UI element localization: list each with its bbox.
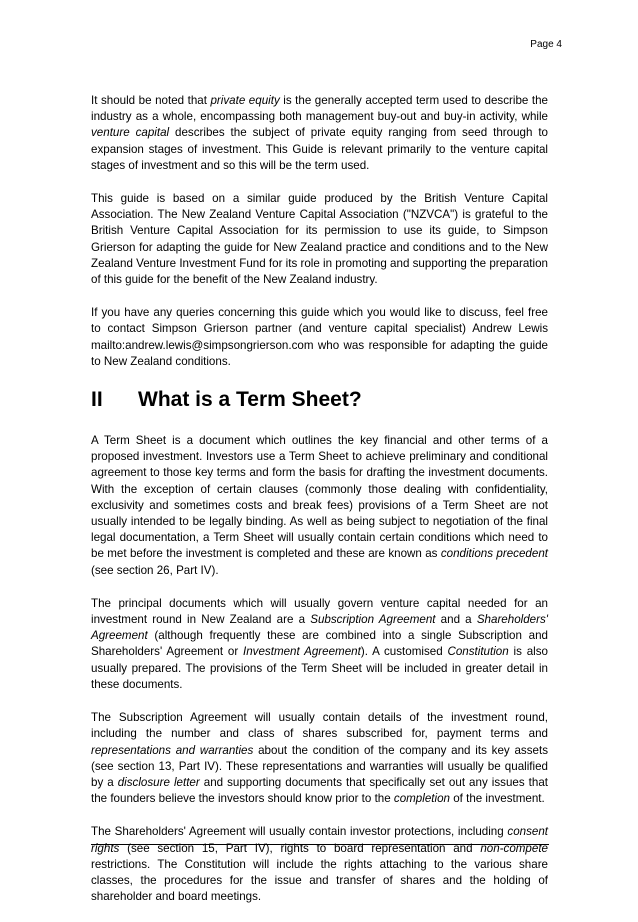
page-content <box>91 93 548 922</box>
italic-term: Shareholders' Agreement <box>91 613 548 643</box>
italic-term: Investment Agreement <box>243 645 361 659</box>
text-run: and a <box>435 613 477 627</box>
text-run: ). A customised <box>360 645 448 659</box>
text-run: (although frequently these are combined into a single Subscription and Shareholders' Agreement or <box>91 629 548 659</box>
italic-term: Subscription Agreement <box>310 613 436 627</box>
italic-term: private equity <box>210 94 280 107</box>
italic-term: consent rights <box>91 825 548 855</box>
text-run: This guide is based on a similar guide produced by the British Venture Capital Association. The New Zealand Venture Capital Association ("NZVCA") is grateful to the British Venture Capital Association for its permission to use its guide, to Simpson Grierson for adapting the guide for New Zealand practice and conditions and to the New Zealand Venture Investment Fund for its role in promoting and supporting the preparation of this guide for the benefit of the New Zealand industry. <box>91 192 548 287</box>
page-number: Page 4 <box>530 39 562 50</box>
text-run: restrictions. The Constitution will include the rights attaching to the various share classes, the procedures for the issue and transfer of shares and the holding of shareholder and board meetings. <box>91 857 548 904</box>
text-run: The Shareholders' Agreement will usually contain investor protections, including <box>91 825 508 839</box>
section-title: What is a Term Sheet? <box>138 388 362 412</box>
text-run: (see section 15, Part IV), rights to board representation and <box>119 841 481 855</box>
text-run: A Term Sheet is a document which outlines the key financial and other terms of a proposed investment. Investors use a Term Sheet to achieve preliminary and conditional agreement to those key terms and form the basis for drafting the investment documents. With the exception of certain clauses (commonly those dealing with confidentiality, exclusivity and sometimes costs and break fees) provisions of a Term Sheet are not usually intended to be legally binding. As well as being subject to negotiation of the final legal documentation, a Term Sheet will usually contain certain conditions which need to be met before the investment is completed and these are known as <box>91 434 548 561</box>
text-run: It should be noted that <box>91 94 211 107</box>
body-paragraph <box>91 305 548 370</box>
italic-term: disclosure letter <box>117 775 200 789</box>
body-paragraph <box>91 824 548 905</box>
section-number: II <box>91 388 103 412</box>
section-heading <box>91 387 548 413</box>
text-run: The Subscription Agreement will usually contain details of the investment round, including the number and class of shares subscribed for, payment terms and <box>91 711 548 741</box>
text-run: (see section 26, Part IV). <box>91 563 219 577</box>
italic-term: venture capital <box>91 126 170 140</box>
italic-term: completion <box>393 792 450 806</box>
section-paragraphs <box>91 433 548 905</box>
body-paragraph <box>91 93 548 174</box>
intro-paragraphs <box>91 93 548 370</box>
italic-term: representations and warranties <box>91 743 254 757</box>
text-run: describes the subject of private equity ranging from seed through to expansion stages of investment. This Guide is relevant primarily to the venture capital stages of investment and so this will be the term used. <box>91 126 549 172</box>
text-run: If you have any queries concerning this guide which you would like to discuss, feel free to contact Simpson Grierson partner (and venture capital specialist) Andrew Lewis mailto:andrew.lewis@simpsongrierson.com who was responsible for adapting the guide to New Zealand conditions. <box>91 306 548 368</box>
text-run: is the generally accepted term used to describe the industry as a whole, encompassing both management buy-out and buy-in activity, while <box>91 94 548 124</box>
text-run: about the condition of the company and its key assets (see section 13, Part IV). These representations and warranties will usually be qualified by a <box>91 743 548 789</box>
italic-term: Constitution <box>447 645 509 659</box>
footer-rule <box>91 844 549 845</box>
body-paragraph <box>91 710 548 807</box>
italic-term: conditions precedent <box>440 547 548 561</box>
body-paragraph <box>91 433 548 579</box>
text-run: The principal documents which will usually govern venture capital needed for an investment round in New Zealand are a <box>91 596 548 627</box>
text-run: is also usually prepared. The provisions of the Term Sheet will be included in greater detail in these documents. <box>91 645 548 691</box>
body-paragraph <box>91 191 548 288</box>
text-run: and supporting documents that specifically set out any issues that the founders believe the investors should know prior to the <box>91 775 548 806</box>
text-run: of the investment. <box>449 792 545 806</box>
body-paragraph <box>91 596 548 693</box>
italic-term: non-compete <box>480 841 548 855</box>
